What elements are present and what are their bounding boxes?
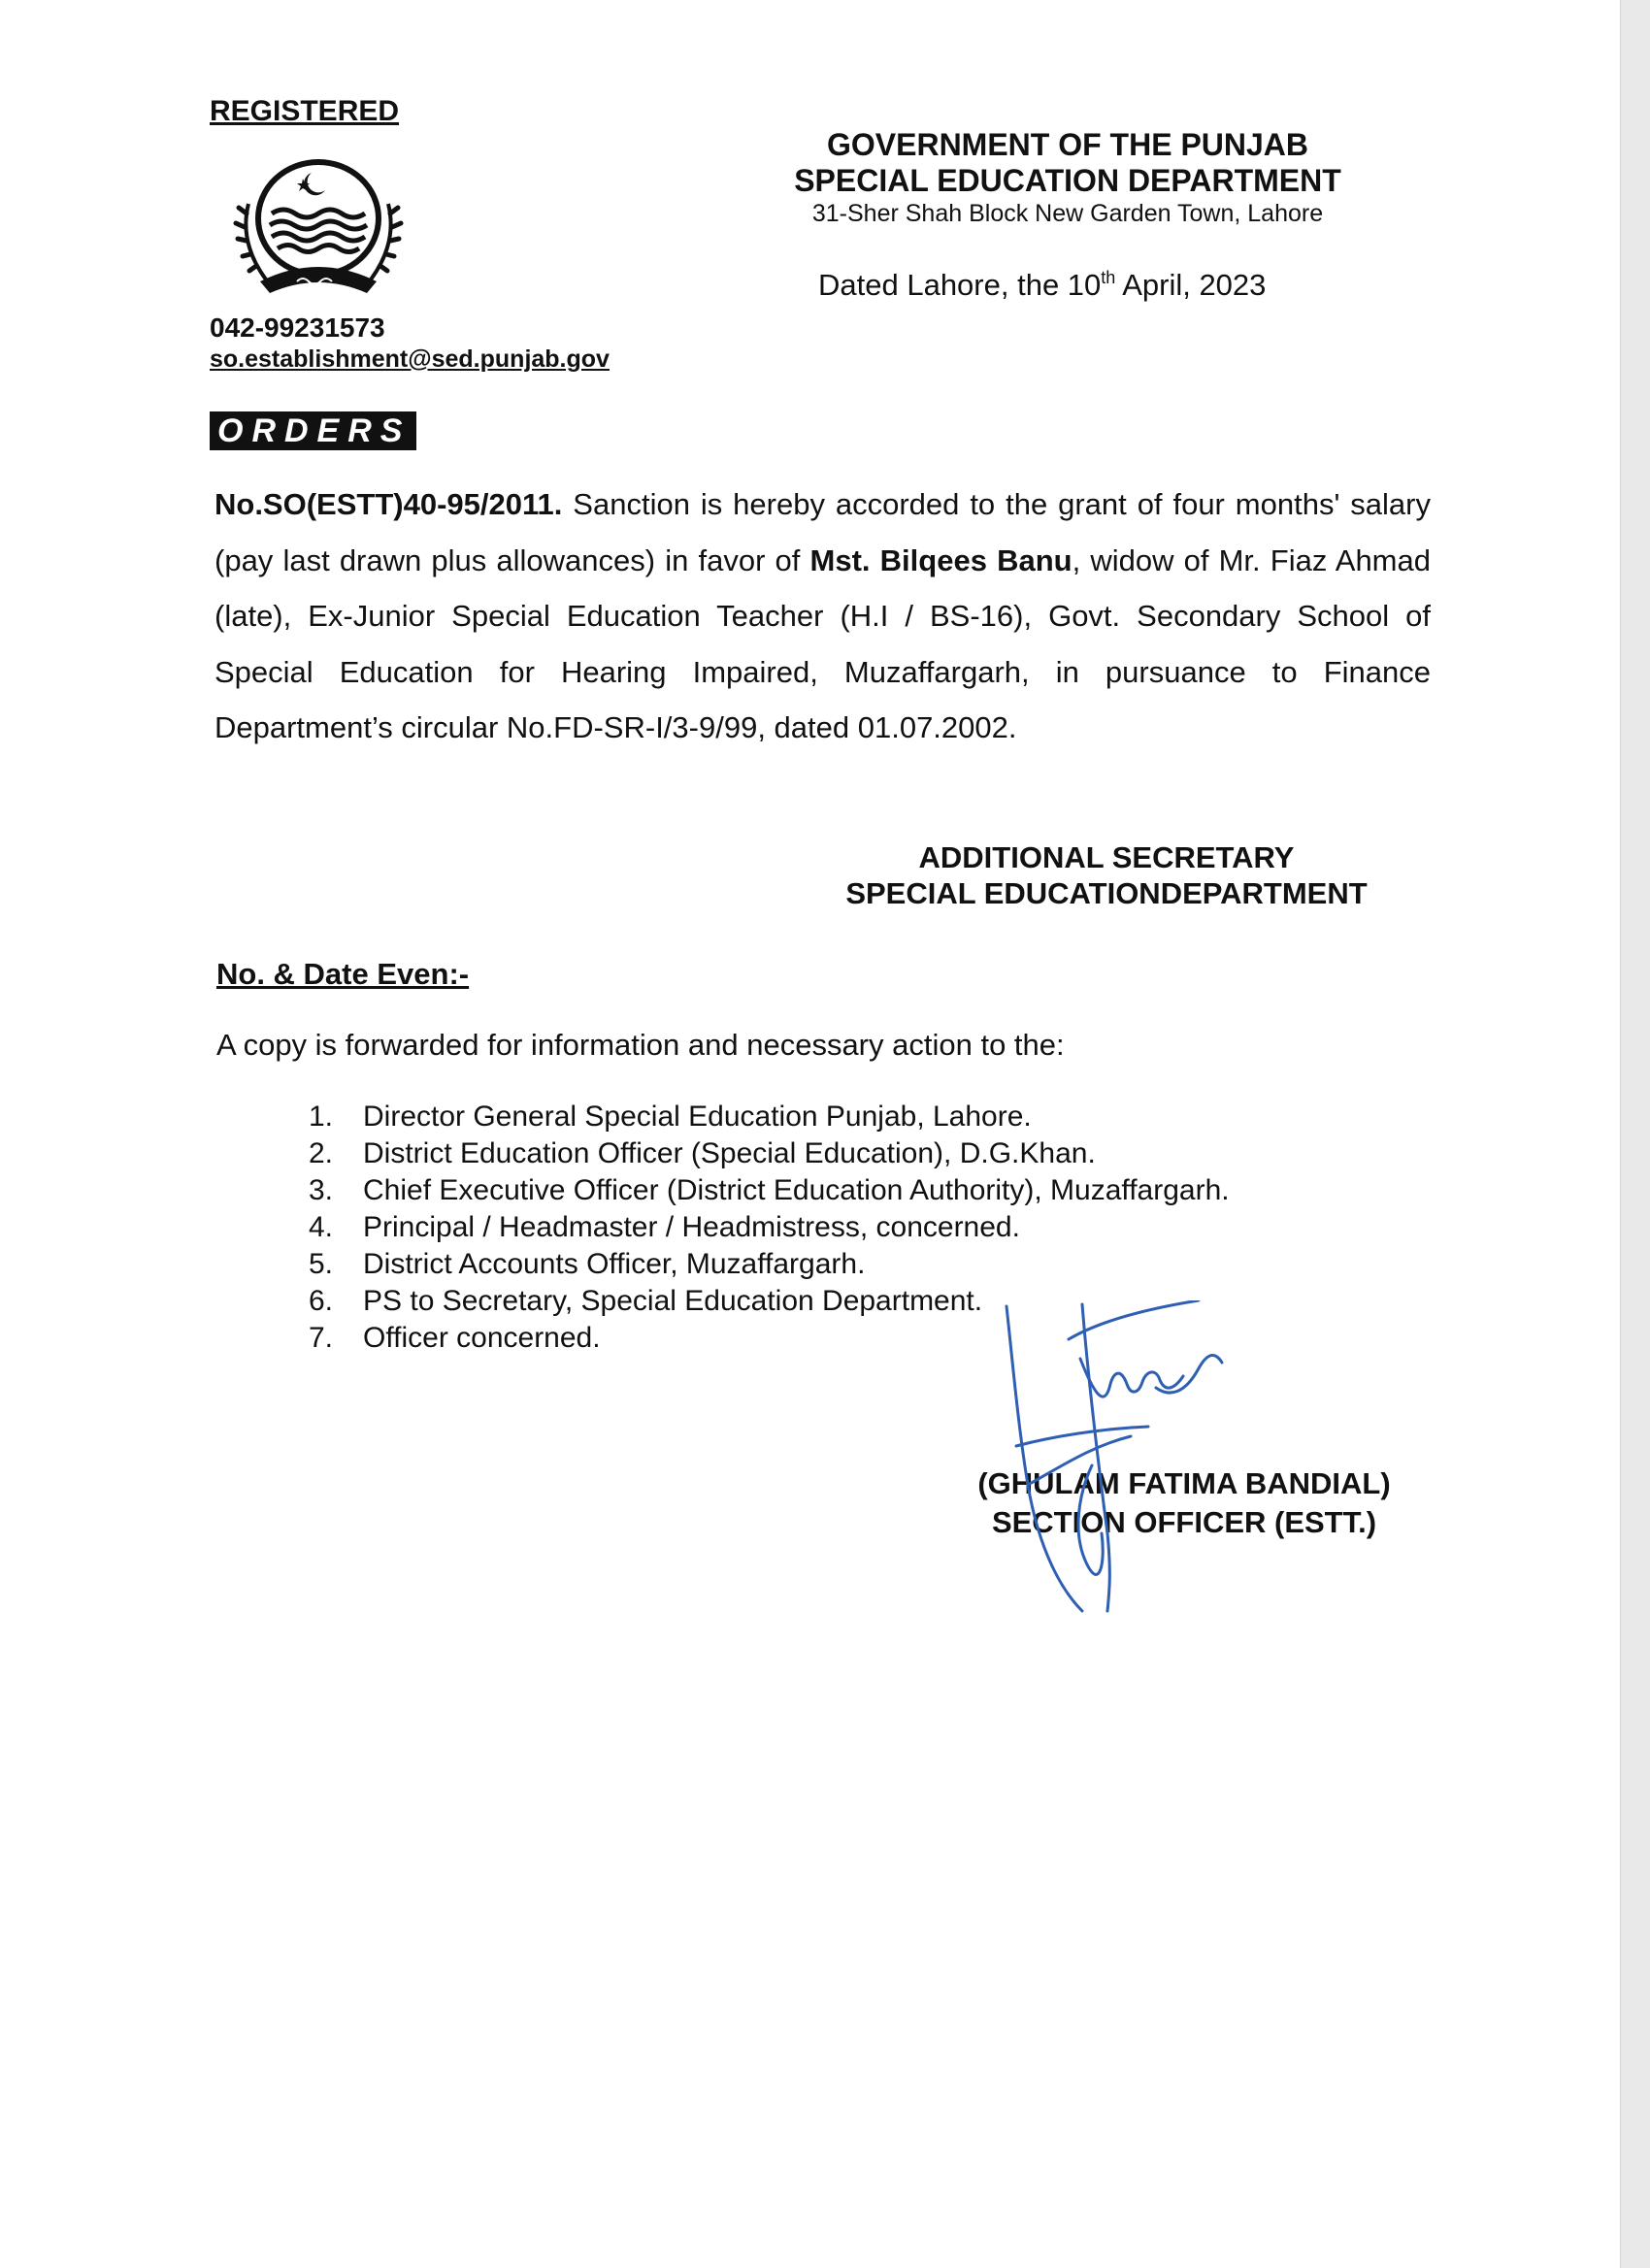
recipient-text: Director General Special Education Punjab, Lahore.	[363, 1101, 1032, 1133]
issuer-department: SPECIAL EDUCATIONDEPARTMENT	[845, 876, 1368, 910]
department-address: 31-Sher Shah Block New Garden Town, Lahore	[811, 200, 1324, 227]
signatory-name: (GHULAM FATIMA BANDIAL)	[977, 1466, 1391, 1500]
order-text-part-1: Sanction is hereby accorded to the grant of four months' salary (pay last drawn plus allowances) in favor of	[214, 487, 1431, 577]
order-reference-number: No.SO(ESTT)40-95/2011.	[214, 487, 563, 521]
government-emblem-icon	[221, 146, 415, 311]
recipient-number: 4.	[309, 1211, 334, 1243]
recipient-number: 2.	[309, 1137, 334, 1169]
recipient-text: PS to Secretary, Special Education Department.	[363, 1285, 983, 1317]
copy-heading: No. & Date Even:-	[216, 957, 470, 991]
handwritten-signature	[985, 1300, 1257, 1630]
recipient-number: 7.	[309, 1322, 334, 1354]
copy-intro: A copy is forwarded for information and necessary action to the:	[216, 1028, 1065, 1062]
recipient-number: 1.	[309, 1101, 334, 1133]
signatory-designation: SECTION OFFICER (ESTT.)	[991, 1505, 1377, 1539]
recipient-text: District Education Officer (Special Education), D.G.Khan.	[363, 1137, 1096, 1169]
order-text-part-2: , widow of Mr. Fiaz Ahmad (late), Ex-Junior Special Education Teacher (H.I / BS-16), Govt. Secondary School of Special Education for Hearing Impaired, Muzaffargarh, in pursuance to Finance Department’s circular No.FD-SR-I/3-9/99, dated 01.07.2002.	[214, 542, 1431, 744]
date-prefix: Dated Lahore, the 10	[818, 268, 1102, 302]
recipient-text: Officer concerned.	[363, 1322, 601, 1354]
date-rest: April, 2023	[1115, 268, 1267, 302]
recipient-number: 5.	[309, 1248, 334, 1280]
orders-heading: ORDERS	[210, 411, 416, 450]
email-link[interactable]: so.establishment@sed.punjab.gov	[210, 345, 610, 373]
phone-number: 042-99231573	[210, 312, 385, 343]
scan-edge-strip	[1620, 0, 1650, 2268]
beneficiary-name: Mst. Bilqees Banu	[809, 542, 1072, 577]
date-ordinal: th	[1101, 268, 1116, 287]
government-title: GOVERNMENT OF THE PUNJAB	[826, 127, 1309, 162]
recipient-text: Principal / Headmaster / Headmistress, concerned.	[363, 1211, 1020, 1243]
recipient-number: 3.	[309, 1174, 334, 1206]
recipient-text: District Accounts Officer, Muzaffargarh.	[363, 1248, 866, 1280]
registered-label: REGISTERED	[210, 95, 400, 127]
department-title: SPECIAL EDUCATION DEPARTMENT	[794, 163, 1341, 198]
recipient-number: 6.	[309, 1285, 334, 1317]
issuer-title: ADDITIONAL SECRETARY	[918, 840, 1295, 874]
order-body	[214, 477, 1431, 756]
letter-date	[818, 268, 1266, 303]
recipient-text: Chief Executive Officer (District Education Authority), Muzaffargarh.	[363, 1174, 1230, 1206]
